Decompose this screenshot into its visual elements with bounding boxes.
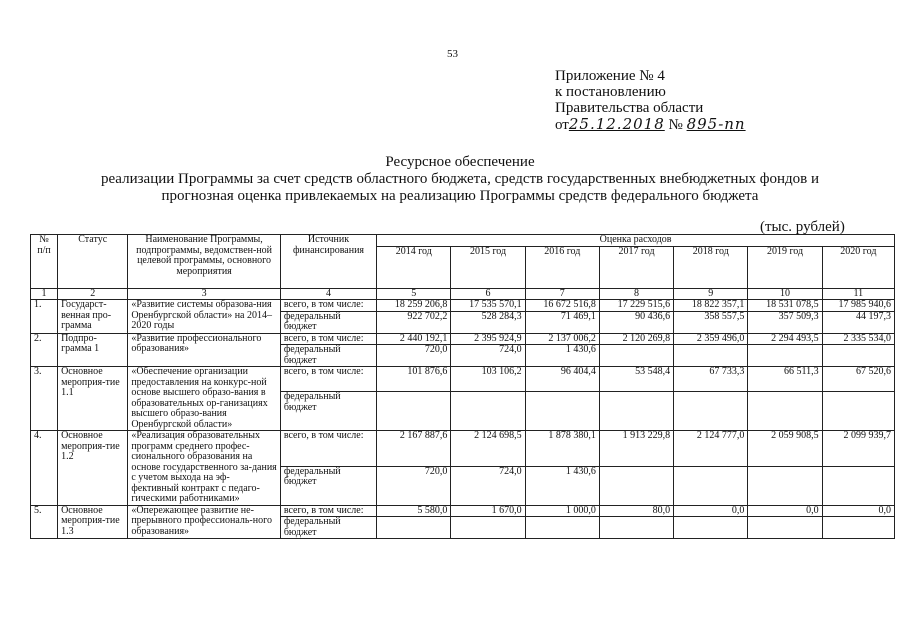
value-cell: 66 511,3 — [748, 367, 822, 392]
value-cell: 724,0 — [451, 345, 525, 367]
value-cell: 2 120 269,8 — [599, 333, 673, 345]
page-number: 53 — [447, 48, 458, 60]
row-status: Государст-венная про-грамма — [58, 300, 128, 334]
row-num: 4. — [31, 431, 58, 506]
header-status: Статус — [58, 235, 128, 289]
value-cell — [748, 345, 822, 367]
value-cell: 53 548,4 — [599, 367, 673, 392]
budget-table — [30, 234, 895, 539]
header-year: 2016 год — [525, 246, 599, 288]
column-number: 2 — [58, 288, 128, 300]
title-line2: реализации Программы за счет средств областного бюджета, средств государственных внебюджетных фондов и — [100, 171, 820, 187]
value-cell: 720,0 — [377, 466, 451, 505]
value-cell — [525, 517, 599, 539]
column-number: 8 — [599, 288, 673, 300]
value-cell: 17 985 940,6 — [822, 300, 894, 312]
column-number: 10 — [748, 288, 822, 300]
source-federal: федеральный бюджет — [280, 517, 376, 539]
row-num: 3. — [31, 367, 58, 431]
value-cell — [674, 466, 748, 505]
value-cell — [451, 517, 525, 539]
value-cell: 0,0 — [674, 505, 748, 517]
column-number: 1 — [31, 288, 58, 300]
row-status: Основное мероприя-тие 1.2 — [58, 431, 128, 506]
value-cell: 1 000,0 — [525, 505, 599, 517]
table-row-total — [31, 505, 895, 517]
value-cell: 2 167 887,6 — [377, 431, 451, 467]
value-cell — [748, 466, 822, 505]
value-cell: 16 672 516,8 — [525, 300, 599, 312]
row-status: Основное мероприя-тие 1.1 — [58, 367, 128, 431]
appendix-line3: Правительства области — [555, 100, 704, 116]
value-cell: 2 294 493,5 — [748, 333, 822, 345]
header-year: 2017 год — [599, 246, 673, 288]
value-cell: 18 822 357,1 — [674, 300, 748, 312]
value-cell — [599, 392, 673, 431]
appendix-block — [555, 68, 746, 133]
handwritten-date: 25.12.2018 — [568, 115, 665, 133]
value-cell: 1 430,6 — [525, 345, 599, 367]
table-row-total — [31, 300, 895, 312]
row-name: «Развитие профессионального образования» — [128, 333, 281, 367]
column-number: 9 — [674, 288, 748, 300]
appendix-line1: Приложение № 4 — [555, 68, 665, 84]
header-estimate: Оценка расходов — [377, 235, 895, 247]
source-federal: федеральный бюджет — [280, 311, 376, 333]
value-cell: 720,0 — [377, 345, 451, 367]
value-cell: 17 535 570,1 — [451, 300, 525, 312]
row-num: 1. — [31, 300, 58, 334]
source-total: всего, в том числе: — [280, 505, 376, 517]
value-cell: 67 733,3 — [674, 367, 748, 392]
value-cell: 528 284,3 — [451, 311, 525, 333]
value-cell: 2 124 698,5 — [451, 431, 525, 467]
header-year: 2019 год — [748, 246, 822, 288]
value-cell: 90 436,6 — [599, 311, 673, 333]
value-cell — [674, 392, 748, 431]
header-name: Наименование Программы, подпрограммы, ведомствен-ной целевой программы, основного мероприятия — [128, 235, 281, 289]
column-number: 6 — [451, 288, 525, 300]
value-cell: 101 876,6 — [377, 367, 451, 392]
value-cell — [674, 517, 748, 539]
source-total: всего, в том числе: — [280, 333, 376, 345]
value-cell: 96 404,4 — [525, 367, 599, 392]
value-cell: 2 395 924,9 — [451, 333, 525, 345]
source-total: всего, в том числе: — [280, 300, 376, 312]
value-cell: 1 913 229,8 — [599, 431, 673, 467]
value-cell: 18 259 206,8 — [377, 300, 451, 312]
value-cell: 67 520,6 — [822, 367, 894, 392]
appendix-date-line — [555, 116, 746, 133]
header-year: 2018 год — [674, 246, 748, 288]
value-cell — [822, 392, 894, 431]
value-cell: 18 531 078,5 — [748, 300, 822, 312]
source-total: всего, в том числе: — [280, 367, 376, 392]
value-cell: 17 229 515,6 — [599, 300, 673, 312]
value-cell — [822, 466, 894, 505]
title-line3: прогнозная оценка привлекаемых на реализацию Программы средств федерального бюджета — [161, 188, 759, 204]
table-row-total — [31, 431, 895, 467]
appendix-line2: к постановлению — [555, 84, 666, 100]
value-cell: 357 509,3 — [748, 311, 822, 333]
value-cell: 0,0 — [748, 505, 822, 517]
row-name: «Развитие системы образова-ния Оренбургской области» на 2014–2020 годы — [128, 300, 281, 334]
source-federal: федеральный бюджет — [280, 392, 376, 431]
value-cell — [599, 345, 673, 367]
units-label: (тыс. рублей) — [760, 219, 845, 235]
date-prefix: от — [555, 117, 569, 133]
value-cell: 2 335 534,0 — [822, 333, 894, 345]
value-cell: 2 137 006,2 — [525, 333, 599, 345]
value-cell: 71 469,1 — [525, 311, 599, 333]
value-cell: 2 440 192,1 — [377, 333, 451, 345]
value-cell: 80,0 — [599, 505, 673, 517]
value-cell: 0,0 — [822, 505, 894, 517]
value-cell: 5 580,0 — [377, 505, 451, 517]
value-cell: 922 702,2 — [377, 311, 451, 333]
value-cell — [748, 517, 822, 539]
row-name: «Опережающее развитие не-прерывного профессиональ-ного образования» — [128, 505, 281, 539]
value-cell — [451, 392, 525, 431]
value-cell — [822, 517, 894, 539]
value-cell — [748, 392, 822, 431]
value-cell: 103 106,2 — [451, 367, 525, 392]
source-federal: федеральный бюджет — [280, 345, 376, 367]
value-cell: 2 099 939,7 — [822, 431, 894, 467]
column-number: 3 — [128, 288, 281, 300]
header-year: 2014 год — [377, 246, 451, 288]
column-number-row — [31, 288, 895, 300]
column-number: 4 — [280, 288, 376, 300]
value-cell — [377, 392, 451, 431]
value-cell: 2 124 777,0 — [674, 431, 748, 467]
value-cell: 44 197,3 — [822, 311, 894, 333]
row-name: «Реализация образовательных программ среднего профес-сионального образования на основе государственного за-дания с учетом выхода на эф-фективный контракт с педаго-гическими работниками» — [128, 431, 281, 506]
row-num: 5. — [31, 505, 58, 539]
handwritten-number: 895-пп — [686, 115, 746, 133]
value-cell — [525, 392, 599, 431]
value-cell: 1 670,0 — [451, 505, 525, 517]
row-num: 2. — [31, 333, 58, 367]
source-total: всего, в том числе: — [280, 431, 376, 467]
value-cell: 724,0 — [451, 466, 525, 505]
number-prefix: № — [668, 117, 683, 133]
row-name: «Обеспечение организации предоставления на конкурс-ной основе высшего образо-вания в образовательных ор-ганизациях высшего образо-вания Оренбургской области» — [128, 367, 281, 431]
value-cell: 1 430,6 — [525, 466, 599, 505]
column-number: 11 — [822, 288, 894, 300]
header-year: 2015 год — [451, 246, 525, 288]
value-cell — [674, 345, 748, 367]
value-cell — [822, 345, 894, 367]
row-status: Подпро-грамма 1 — [58, 333, 128, 367]
header-year: 2020 год — [822, 246, 894, 288]
value-cell — [599, 517, 673, 539]
value-cell: 1 878 380,1 — [525, 431, 599, 467]
column-number: 5 — [377, 288, 451, 300]
value-cell: 2 359 496,0 — [674, 333, 748, 345]
value-cell: 358 557,5 — [674, 311, 748, 333]
column-number: 7 — [525, 288, 599, 300]
value-cell — [377, 517, 451, 539]
value-cell: 2 059 908,5 — [748, 431, 822, 467]
table-row-total — [31, 333, 895, 345]
title-line1: Ресурсное обеспечение — [385, 154, 535, 170]
source-federal: федеральный бюджет — [280, 466, 376, 505]
value-cell — [599, 466, 673, 505]
header-num: № п/п — [31, 235, 58, 289]
row-status: Основное мероприя-тие 1.3 — [58, 505, 128, 539]
header-source: Источник финансирования — [280, 235, 376, 289]
table-row-total — [31, 367, 895, 392]
